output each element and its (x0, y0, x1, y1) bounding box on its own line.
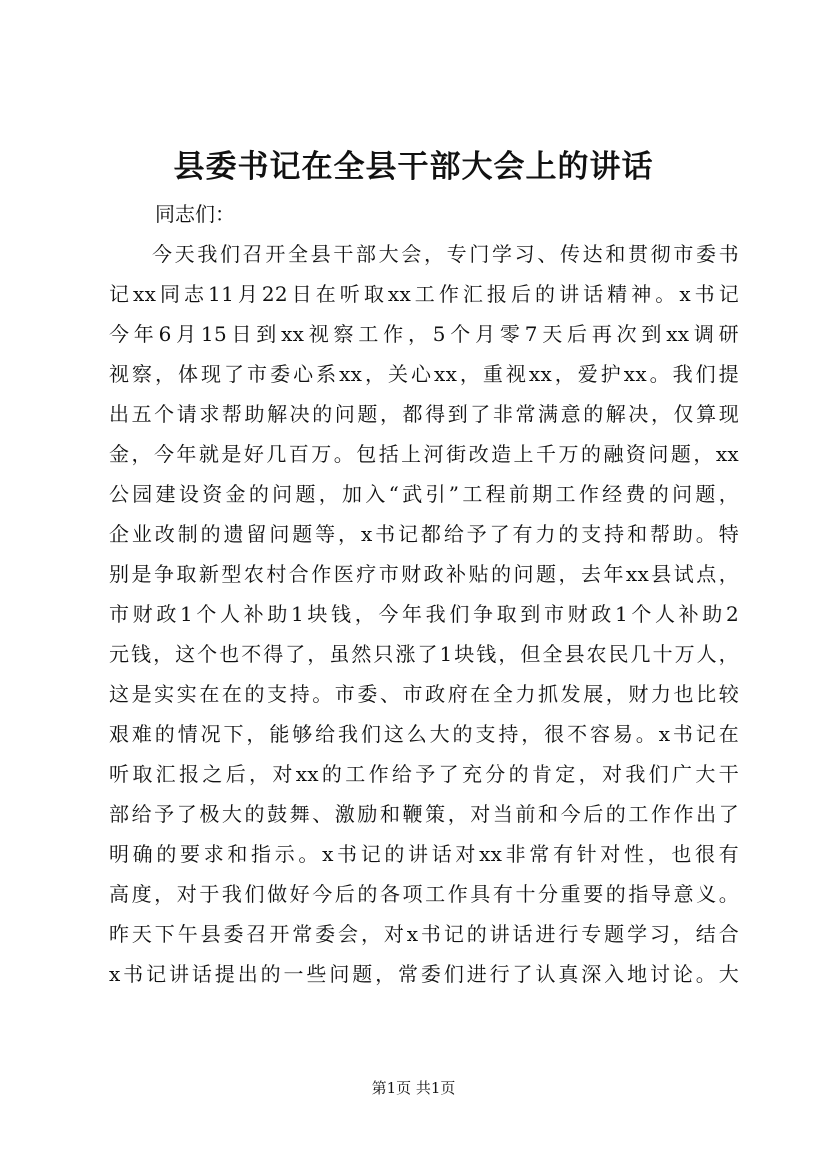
body-line: 听取汇报之后，对xx的工作给予了充分的肯定，对我们广大干 (109, 762, 739, 786)
body-line: 元钱，这个也不得了，虽然只涨了1块钱，但全县农民几十万人， (109, 642, 739, 666)
body-line: x书记讲话提出的一些问题，常委们进行了认真深入地讨论。大 (109, 962, 739, 986)
body-line: 艰难的情况下，能够给我们这么大的支持，很不容易。x书记在 (109, 722, 739, 746)
body-line: 部给予了极大的鼓舞、激励和鞭策，对当前和今后的工作作出了 (109, 802, 739, 826)
document-title: 县委书记在全县干部大会上的讲话 (173, 149, 654, 185)
salutation: 同志们： (155, 202, 235, 226)
page-footer: 第1页 共1页 (371, 1079, 456, 1097)
body-line: 记xx同志11月22日在听取xx工作汇报后的讲话精神。x书记 (109, 282, 739, 306)
body-line: 市财政1个人补助1块钱，今年我们争取到市财政1个人补助2 (109, 602, 739, 626)
body-line: 高度，对于我们做好今后的各项工作具有十分重要的指导意义。 (109, 882, 739, 906)
body-line: 公园建设资金的问题，加入“武引”工程前期工作经费的问题， (109, 482, 739, 506)
speech-body (109, 234, 739, 1024)
body-line: 今天我们召开全县干部大会，专门学习、传达和贯彻市委书 (152, 242, 739, 266)
body-line: 企业改制的遗留问题等，x书记都给予了有力的支持和帮助。特 (109, 522, 739, 546)
body-line: 视察，体现了市委心系xx，关心xx，重视xx，爱护xx。我们提 (109, 362, 739, 386)
body-line: 明确的要求和指示。x书记的讲话对xx非常有针对性，也很有 (109, 842, 739, 866)
body-line: 金，今年就是好几百万。包括上河街改造上千万的融资问题，xx (109, 442, 739, 466)
body-line: 这是实实在在的支持。市委、市政府在全力抓发展，财力也比较 (109, 682, 739, 706)
body-line: 今年6月15日到xx视察工作，5个月零7天后再次到xx调研 (109, 322, 739, 346)
body-line: 别是争取新型农村合作医疗市财政补贴的问题，去年xx县试点， (109, 562, 739, 586)
body-line: 昨天下午县委召开常委会，对x书记的讲话进行专题学习，结合 (109, 922, 739, 946)
body-line: 出五个请求帮助解决的问题，都得到了非常满意的解决，仅算现 (109, 402, 739, 426)
